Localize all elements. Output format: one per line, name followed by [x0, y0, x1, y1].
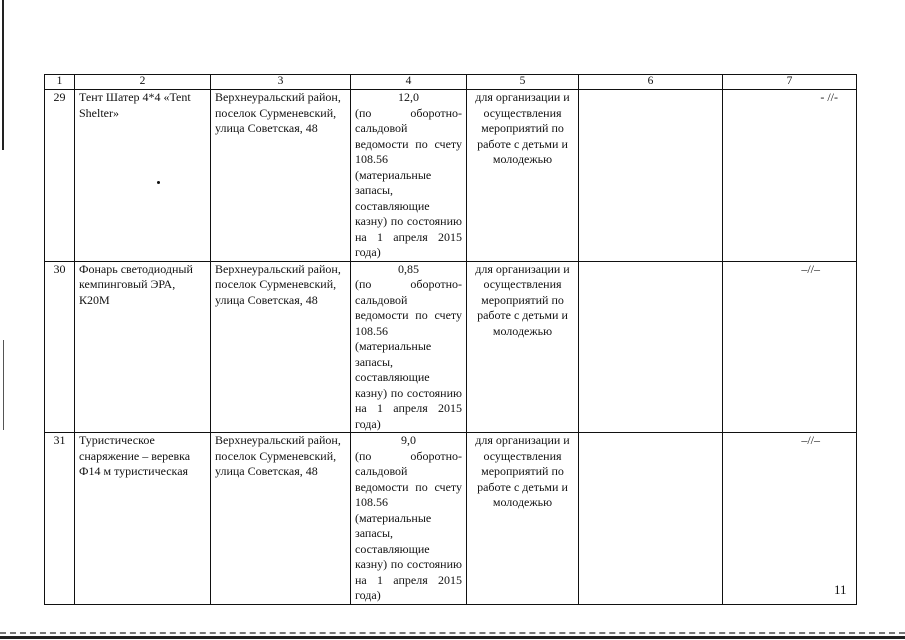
item-col7: - //-	[723, 90, 857, 262]
table-header-row	[45, 75, 857, 90]
scan-edge-left	[2, 0, 4, 150]
table-row	[45, 261, 857, 433]
item-amount: 9,0	[401, 433, 416, 447]
item-col6	[579, 90, 723, 262]
item-col7: –//–	[723, 433, 857, 605]
item-amount-note: (по оборотно-сальдовой ведомости по счету 108.56 (материальные запасы, составляющие казну) по состоянию на 1 апреля 2015 года)	[355, 105, 462, 259]
item-amount-note: (по оборотно-сальдовой ведомости по счету 108.56 (материальные запасы, составляющие казну) по состоянию на 1 апреля 2015 года)	[355, 448, 462, 602]
scan-speck	[157, 181, 160, 184]
item-amount-cell	[351, 433, 467, 605]
item-name: Туристическое снаряжение – веревка Ф14 м туристическая	[75, 433, 211, 605]
row-number: 31	[45, 433, 75, 605]
document-table-container	[44, 74, 856, 605]
property-table	[44, 74, 857, 605]
header-col-1: 1	[45, 75, 75, 90]
scan-bottom-bar	[0, 636, 905, 639]
item-col6	[579, 433, 723, 605]
header-col-7: 7	[723, 75, 857, 90]
item-amount: 12,0	[398, 90, 419, 104]
item-address: Верхнеуральский район, поселок Сурменевский, улица Советская, 48	[211, 90, 351, 262]
item-purpose: для организации и осуществления мероприятий по работе с детьми и молодежью	[467, 90, 579, 262]
page-number: 11	[834, 582, 847, 597]
item-col7: –//–	[723, 261, 857, 433]
table-row	[45, 90, 857, 262]
item-col6	[579, 261, 723, 433]
item-amount-cell	[351, 261, 467, 433]
header-col-4: 4	[351, 75, 467, 90]
item-address: Верхнеуральский район, поселок Сурменевский, улица Советская, 48	[211, 261, 351, 433]
header-col-6: 6	[579, 75, 723, 90]
item-name: Тент Шатер 4*4 «Tent Shelter»	[75, 90, 211, 262]
item-amount-note: (по оборотно-сальдовой ведомости по счету 108.56 (материальные запасы, составляющие казну) по состоянию на 1 апреля 2015 года)	[355, 277, 462, 431]
item-address: Верхнеуральский район, поселок Сурменевский, улица Советская, 48	[211, 433, 351, 605]
header-col-2: 2	[75, 75, 211, 90]
item-name: Фонарь светодиодный кемпинговый ЭРА, К20М	[75, 261, 211, 433]
table-row	[45, 433, 857, 605]
item-amount-cell	[351, 90, 467, 262]
item-amount: 0,85	[398, 261, 419, 276]
header-col-3: 3	[211, 75, 351, 90]
row-number: 29	[45, 90, 75, 262]
item-purpose: для организации и осуществления мероприятий по работе с детьми и молодежью	[467, 261, 579, 433]
item-purpose: для организации и осуществления мероприятий по работе с детьми и молодежью	[467, 433, 579, 605]
row-number: 30	[45, 261, 75, 433]
scan-edge-left-lower	[3, 340, 4, 430]
header-col-5: 5	[467, 75, 579, 90]
